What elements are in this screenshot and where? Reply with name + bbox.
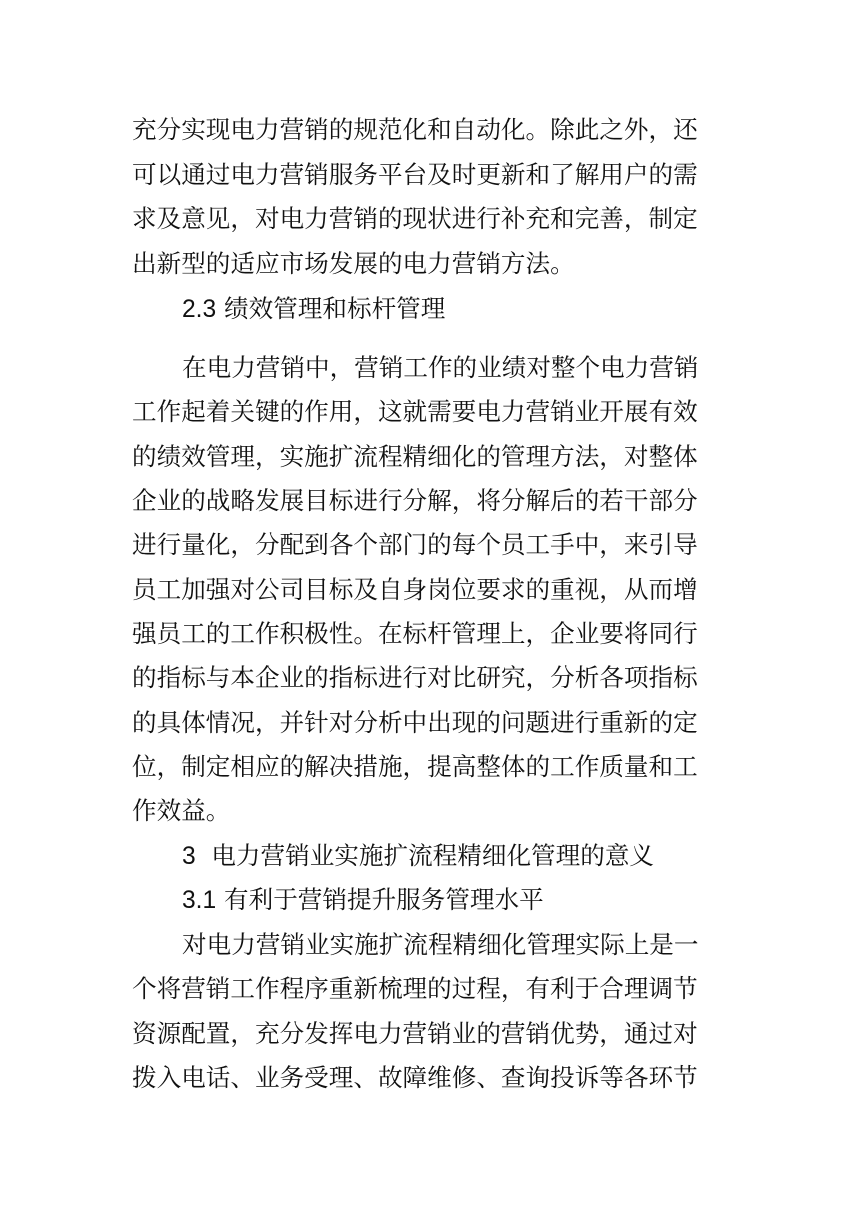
section-number: 3 — [182, 843, 196, 870]
paragraph-line: 个将营销工作程序重新梳理的过程，有利于合理调节 — [132, 974, 698, 1003]
section-number: 2.3 — [182, 296, 217, 323]
paragraph-line: 工作起着关键的作用，这就需要电力营销业开展有效 — [132, 397, 698, 426]
section-number: 3.1 — [182, 887, 217, 914]
paragraph-line: 位，制定相应的解决措施，提高整体的工作质量和工 — [132, 752, 698, 781]
paragraph-line: 资源配置，充分发挥电力营销业的营销优势，通过对 — [132, 1019, 698, 1048]
paragraph-line: 在电力营销中，营销工作的业绩对整个电力营销 — [182, 353, 699, 382]
paragraph-line: 进行量化，分配到各个部门的每个员工手中，来引导 — [132, 530, 698, 559]
paragraph-line: 拨入电话、业务受理、故障维修、查询投诉等各环节 — [132, 1063, 698, 1092]
section-heading-2-3 — [182, 294, 742, 324]
section-heading-3-1 — [182, 885, 742, 915]
paragraph-line: 出新型的适应市场发展的电力营销方法。 — [132, 249, 575, 278]
paragraph-line: 作效益。 — [132, 796, 231, 825]
section-heading-3 — [182, 841, 742, 871]
paragraph-line: 对电力营销业实施扩流程精细化管理实际上是一 — [182, 930, 699, 959]
paragraph-line: 可以通过电力营销服务平台及时更新和了解用户的需 — [132, 160, 698, 189]
section-title: 有利于营销提升服务管理水平 — [216, 885, 544, 914]
section-title: 绩效管理和标杆管理 — [216, 294, 446, 323]
paragraph-line: 员工加强对公司目标及自身岗位要求的重视，从而增 — [132, 575, 698, 604]
paragraph-line: 企业的战略发展目标进行分解，将分解后的若干部分 — [132, 486, 698, 515]
paragraph-line: 求及意见，对电力营销的现状进行补充和完善，制定 — [132, 204, 698, 233]
paragraph-line: 充分实现电力营销的规范化和自动化。除此之外，还 — [132, 115, 698, 144]
section-title: 电力营销业实施扩流程精细化管理的意义 — [195, 841, 655, 870]
paragraph-line: 的具体情况，并针对分析中出现的问题进行重新的定 — [132, 708, 698, 737]
paragraph-line: 强员工的工作积极性。在标杆管理上，企业要将同行 — [132, 619, 698, 648]
paragraph-line: 的指标与本企业的指标进行对比研究，分析各项指标 — [132, 663, 698, 692]
paragraph-line: 的绩效管理，实施扩流程精细化的管理方法，对整体 — [132, 442, 698, 471]
